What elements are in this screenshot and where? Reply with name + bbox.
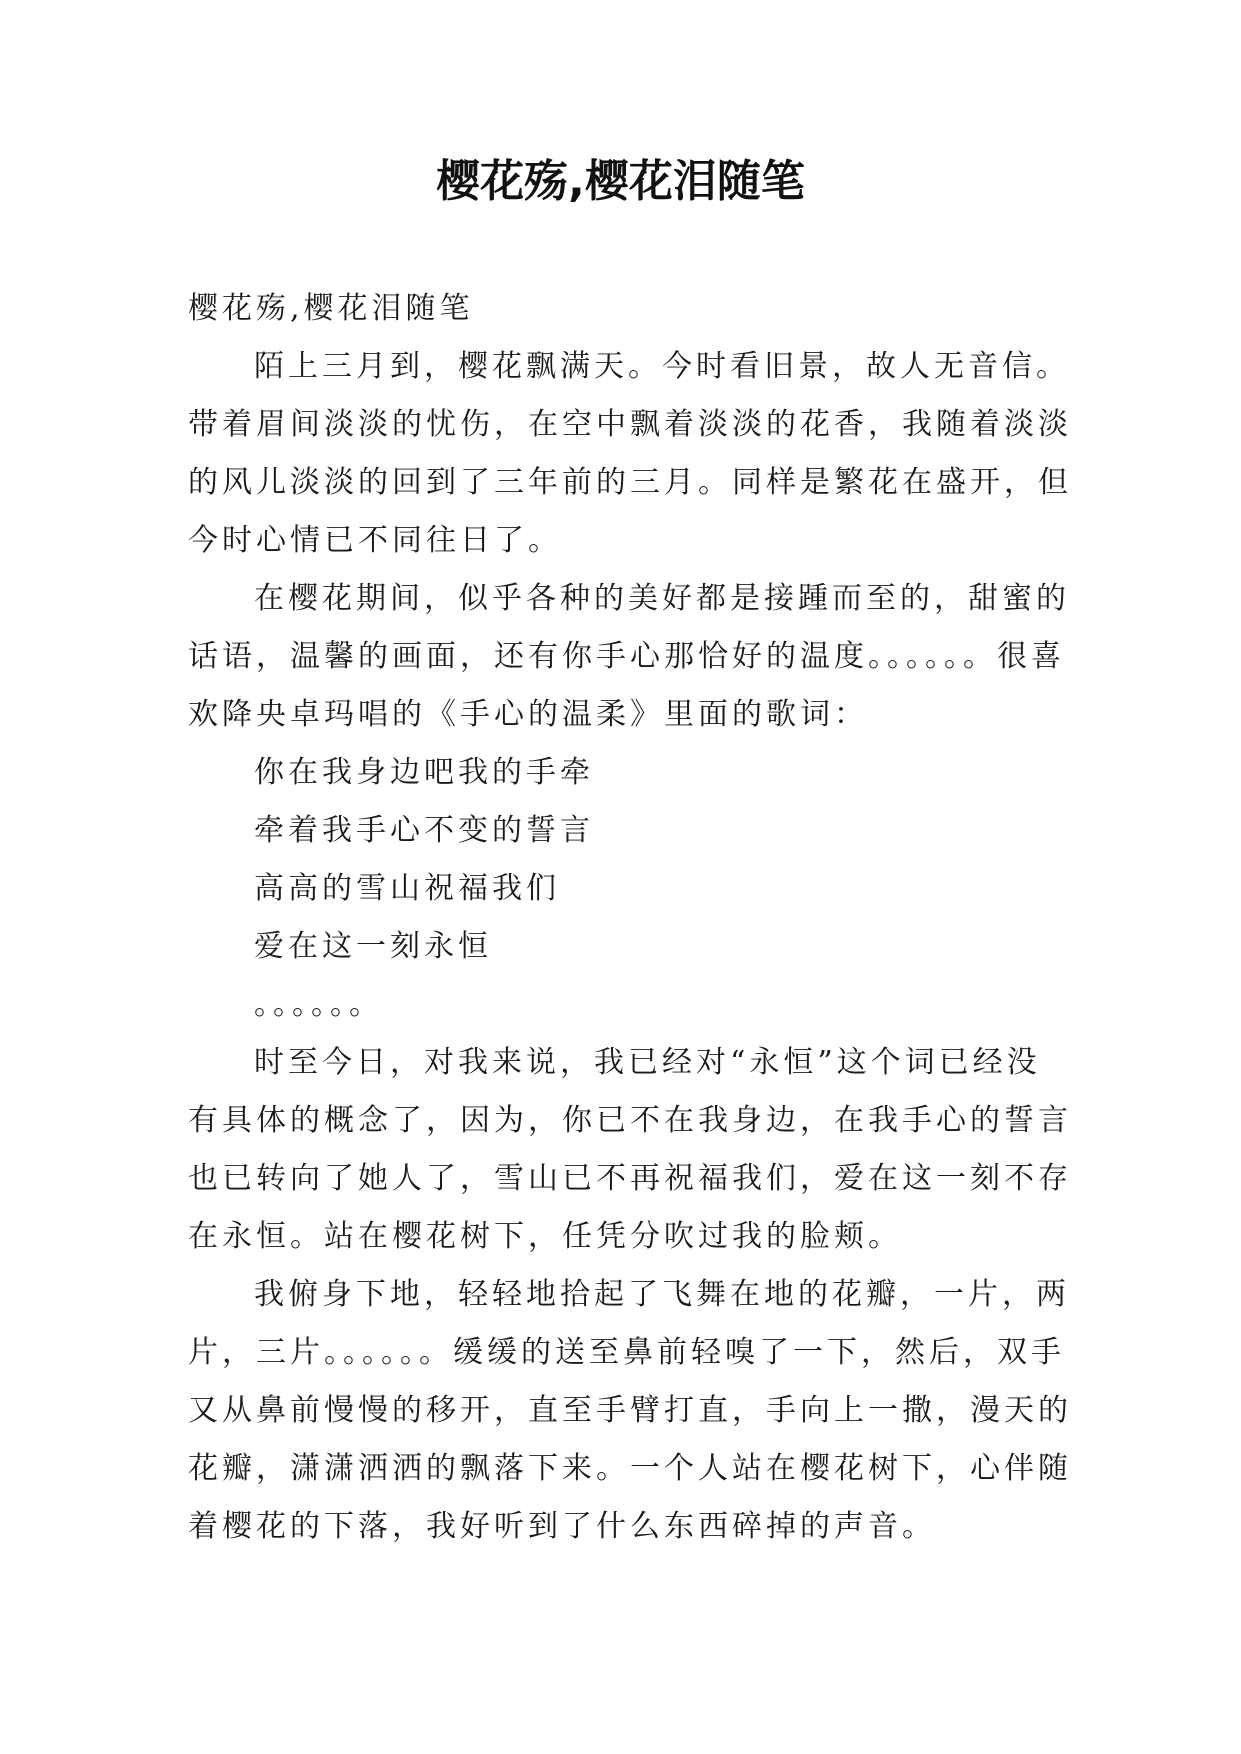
text-line: 带着眉间淡淡的忧伤，在空中飘着淡淡的花香，我随着淡淡 [188, 407, 1072, 442]
text-line: 陌上三月到，樱花飘满天。今时看旧景，故人无音信。 [254, 349, 1070, 384]
text-line: 在樱花期间，似乎各种的美好都是接踵而至的，甜蜜的 [254, 581, 1070, 616]
text-line: 欢降央卓玛唱的《手心的温柔》里面的歌词： [188, 697, 868, 732]
document-body [188, 280, 1072, 1556]
lyric-line: 高高的雪山祝福我们 [254, 871, 560, 906]
text-line: 樱花殇,樱花泪随笔 [188, 291, 474, 326]
text-line: 也已转向了她人了，雪山已不再祝福我们，爱在这一刻不存 [188, 1161, 1072, 1196]
page-title: 樱花殇,樱花泪随笔 [436, 156, 805, 207]
text-line: 花瓣，潇潇洒洒的飘落下来。一个人站在樱花树下，心伴随 [188, 1451, 1072, 1486]
text-line: 的风儿淡淡的回到了三年前的三月。同样是繁花在盛开，但 [188, 465, 1072, 500]
text-line: 时至今日，对我来说，我已经对“永恒”这个词已经没 [254, 1045, 1041, 1080]
text-line: 话语，温馨的画面，还有你手心那恰好的温度。。。。。。很喜 [188, 639, 1065, 674]
lyric-line: 你在我身边吧我的手牵 [254, 755, 594, 790]
text-line: 今时心情已不同往日了。 [188, 523, 562, 558]
lyric-line: 牵着我手心不变的誓言 [254, 813, 594, 848]
text-line: 有具体的概念了，因为，你已不在我身边，在我手心的誓言 [188, 1103, 1072, 1138]
text-line: 着樱花的下落，我好听到了什么东西碎掉的声音。 [188, 1509, 936, 1544]
text-line: 又从鼻前慢慢的移开，直至手臂打直，手向上一撒，漫天的 [188, 1393, 1072, 1428]
text-line: 我俯身下地，轻轻地拾起了飞舞在地的花瓣，一片，两 [254, 1277, 1070, 1312]
ellipsis-line: 。。。。。。 [254, 987, 383, 1022]
text-line: 片，三片。。。。。。缓缓的送至鼻前轻嗅了一下，然后，双手 [188, 1335, 1065, 1370]
text-line: 在永恒。站在樱花树下，任凭分吹过我的脸颊。 [188, 1219, 902, 1254]
lyric-line: 爱在这一刻永恒 [254, 929, 492, 964]
